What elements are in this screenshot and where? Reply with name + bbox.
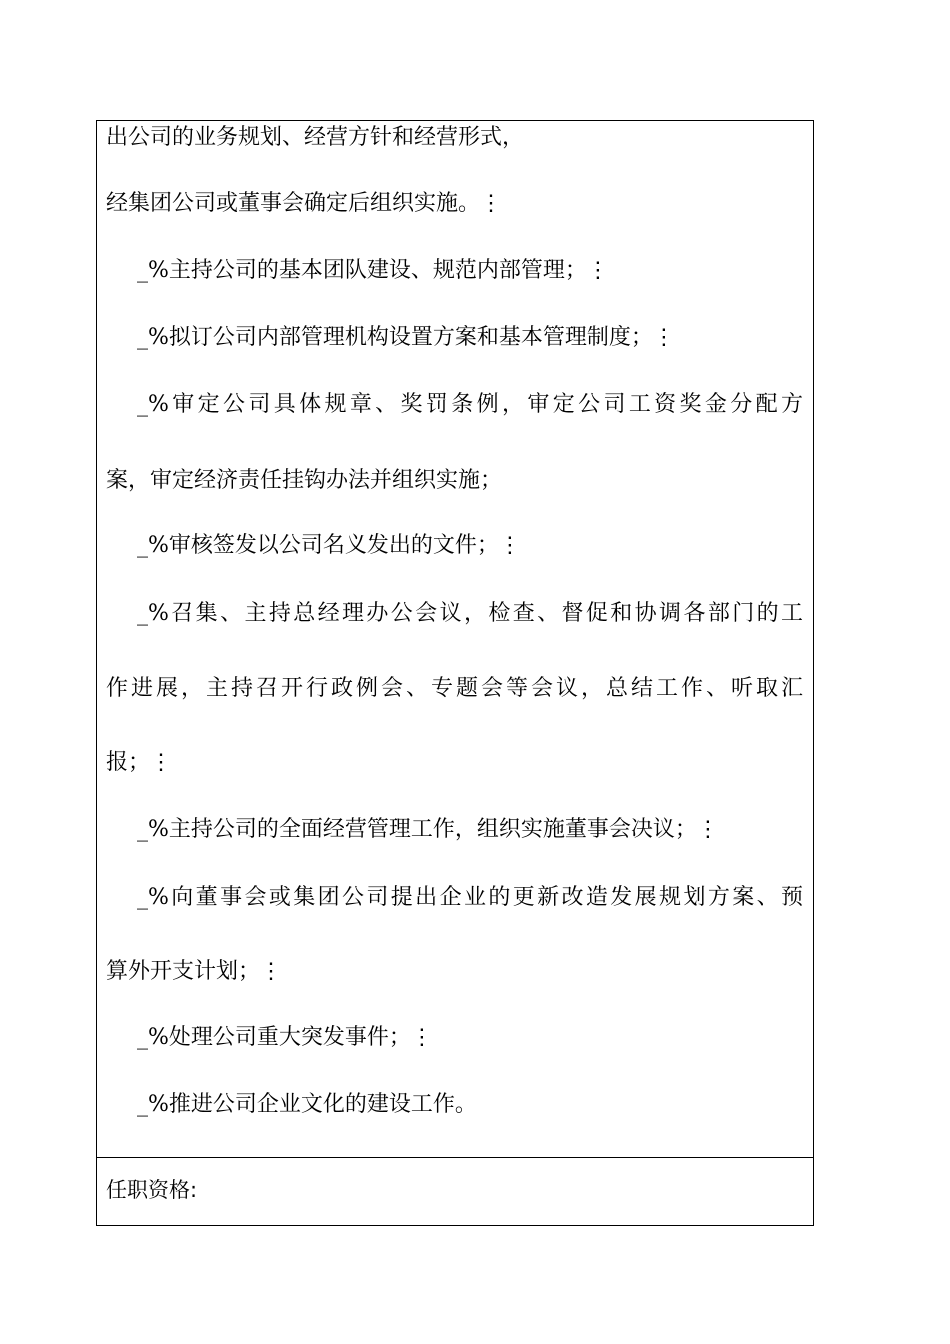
duty-line: _%向董事会或集团公司提出企业的更新改造发展规划方案、预	[137, 885, 803, 910]
duty-line: _%处理公司重大突发事件；⋮	[137, 1025, 433, 1050]
duty-line: _%审核签发以公司名义发出的文件；⋮	[137, 533, 521, 558]
job-description-table	[96, 120, 814, 1226]
duty-line: 出公司的业务规划、经营方针和经营形式，	[106, 125, 525, 150]
duty-line: _%推进公司企业文化的建设工作。	[137, 1092, 477, 1117]
duties-cell	[97, 121, 813, 1158]
duty-line: 经集团公司或董事会确定后组织实施。⋮	[106, 191, 503, 216]
duty-line: 作进展，主持召开行政例会、专题会等会议，总结工作、听取汇	[106, 676, 803, 701]
duty-line: 报；⋮	[106, 750, 173, 775]
duty-line: 算外开支计划；⋮	[106, 959, 283, 984]
duty-line: _%主持公司的基本团队建设、规范内部管理；⋮	[137, 258, 609, 283]
duty-line: _%主持公司的全面经营管理工作，组织实施董事会决议；⋮	[137, 817, 719, 842]
qualifications-cell	[97, 1158, 813, 1225]
duty-line: _%召集、主持总经理办公会议，检查、督促和协调各部门的工	[137, 601, 803, 626]
qualifications-label: 任职资格:	[106, 1178, 198, 1202]
duty-line: _%拟订公司内部管理机构设置方案和基本管理制度；⋮	[137, 325, 675, 350]
duty-line: 案，审定经济责任挂钩办法并组织实施；	[106, 468, 503, 493]
duty-line: _%审定公司具体规章、奖罚条例，审定公司工资奖金分配方	[137, 392, 803, 417]
